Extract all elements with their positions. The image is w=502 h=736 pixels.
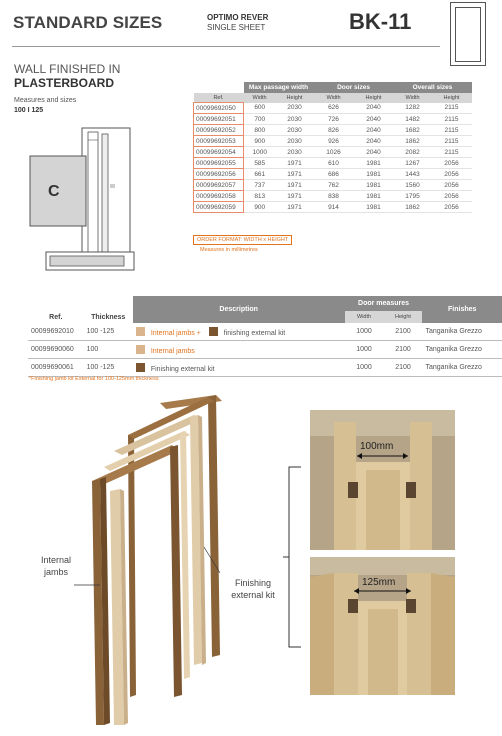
table-row bbox=[194, 114, 472, 125]
product-name: OPTIMO REVER bbox=[207, 13, 269, 22]
row-ref: 00099692054 bbox=[194, 147, 244, 158]
row-value: 900 bbox=[244, 136, 276, 147]
row-ref: 00099690060 bbox=[28, 341, 84, 359]
row-value: 2115 bbox=[432, 125, 472, 136]
row-height: 2100 bbox=[384, 323, 423, 341]
row-value: 1282 bbox=[394, 103, 432, 114]
row-value: 1482 bbox=[394, 114, 432, 125]
wall-heading-line2: PLASTERBOARD bbox=[14, 76, 115, 90]
row-finish: Tanganika Grezzo bbox=[422, 359, 502, 377]
desc-part-a: Internal jambs bbox=[150, 347, 195, 355]
row-description bbox=[133, 341, 345, 359]
header-divider bbox=[12, 46, 440, 47]
row-ref: 00099692051 bbox=[194, 114, 244, 125]
row-value: 2040 bbox=[354, 125, 394, 136]
table-row bbox=[194, 147, 472, 158]
label-line: Internal bbox=[40, 555, 72, 565]
row-ref: 00099692056 bbox=[194, 169, 244, 180]
row-value: 838 bbox=[314, 191, 354, 202]
product-variant: SINGLE SHEET bbox=[207, 23, 266, 32]
row-value: 661 bbox=[244, 169, 276, 180]
row-value: 2030 bbox=[276, 125, 314, 136]
row-value: 1971 bbox=[276, 180, 314, 191]
row-value: 2115 bbox=[432, 147, 472, 158]
row-value: 1026 bbox=[314, 147, 354, 158]
row-value: 2040 bbox=[354, 147, 394, 158]
row-value: 926 bbox=[314, 136, 354, 147]
table-row bbox=[28, 341, 502, 359]
col-height: Height bbox=[276, 93, 314, 103]
desc-part-a: Finishing external kit bbox=[150, 365, 215, 373]
row-value: 686 bbox=[314, 169, 354, 180]
table-row bbox=[194, 125, 472, 136]
row-value: 1981 bbox=[354, 191, 394, 202]
dark-wood-swatch bbox=[209, 327, 218, 336]
row-value: 1862 bbox=[394, 202, 432, 213]
row-value: 813 bbox=[244, 191, 276, 202]
row-ref: 00099692059 bbox=[194, 202, 244, 213]
row-value: 2056 bbox=[432, 169, 472, 180]
order-format-note: ORDER FORMAT: WIDTH x HEIGHT bbox=[193, 235, 292, 245]
page-title: STANDARD SIZES bbox=[13, 13, 163, 32]
table-row bbox=[28, 359, 502, 377]
row-value: 1795 bbox=[394, 191, 432, 202]
row-ref: 00099692052 bbox=[194, 125, 244, 136]
light-wood-swatch bbox=[136, 327, 145, 336]
row-ref: 00099692010 bbox=[28, 323, 84, 341]
table-row bbox=[194, 169, 472, 180]
row-height: 2100 bbox=[384, 359, 423, 377]
row-ref: 00099692053 bbox=[194, 136, 244, 147]
col-thickness: Thickness bbox=[91, 313, 126, 321]
row-value: 737 bbox=[244, 180, 276, 191]
row-thickness: 100 -125 bbox=[84, 359, 133, 377]
dimension-100mm: 100mm bbox=[360, 441, 394, 452]
col-door-measures: Door measures bbox=[345, 296, 423, 311]
row-value: 2030 bbox=[276, 136, 314, 147]
row-value: 2115 bbox=[432, 136, 472, 147]
table-row bbox=[194, 136, 472, 147]
row-width: 1000 bbox=[345, 323, 384, 341]
row-value: 2056 bbox=[432, 158, 472, 169]
row-value: 2082 bbox=[394, 147, 432, 158]
row-value: 2056 bbox=[432, 202, 472, 213]
row-value: 800 bbox=[244, 125, 276, 136]
dark-wood-swatch bbox=[136, 363, 145, 372]
dimension-125mm: 125mm bbox=[362, 577, 396, 588]
row-value: 2040 bbox=[354, 136, 394, 147]
sizes-table bbox=[193, 82, 472, 213]
row-value: 1981 bbox=[354, 158, 394, 169]
row-value: 2056 bbox=[432, 191, 472, 202]
col-ref: Ref. bbox=[194, 93, 244, 103]
row-value: 1971 bbox=[276, 191, 314, 202]
product-code: BK-11 bbox=[349, 9, 412, 34]
row-value: 762 bbox=[314, 180, 354, 191]
table-row bbox=[194, 158, 472, 169]
desc-part-a: Internal jambs + bbox=[150, 329, 201, 337]
row-value: 1862 bbox=[394, 136, 432, 147]
row-value: 600 bbox=[244, 103, 276, 114]
row-value: 1981 bbox=[354, 169, 394, 180]
row-value: 2115 bbox=[432, 103, 472, 114]
row-description bbox=[133, 323, 345, 341]
label-line: Finishing bbox=[234, 578, 272, 588]
row-value: 2056 bbox=[432, 180, 472, 191]
row-thickness: 100 bbox=[84, 341, 133, 359]
row-thickness: 100 -125 bbox=[84, 323, 133, 341]
jamb-photo-125mm bbox=[310, 557, 455, 695]
col-finishes: Finishes bbox=[422, 296, 502, 323]
group-door-sizes: Door sizes bbox=[314, 82, 394, 93]
row-finish: Tanganika Grezzo bbox=[422, 323, 502, 341]
group-max-passage: Max passage width bbox=[244, 82, 314, 93]
row-width: 1000 bbox=[345, 359, 384, 377]
finishes-table bbox=[28, 296, 502, 377]
col-width: Width bbox=[345, 311, 384, 323]
row-value: 914 bbox=[314, 202, 354, 213]
col-ref: Ref. bbox=[49, 313, 63, 321]
door-inner-outline bbox=[455, 7, 481, 62]
group-bracket bbox=[283, 466, 303, 648]
row-value: 1971 bbox=[276, 158, 314, 169]
row-finish: Tanganika Grezzo bbox=[422, 341, 502, 359]
measures-value: 100 I 125 bbox=[14, 107, 44, 114]
wall-heading-line1: WALL FINISHED IN bbox=[14, 62, 121, 76]
row-value: 1971 bbox=[276, 202, 314, 213]
row-ref: 00099690061 bbox=[28, 359, 84, 377]
desc-part-b: finishing external kit bbox=[223, 329, 286, 337]
label-line: jambs bbox=[43, 567, 68, 577]
table-row bbox=[194, 202, 472, 213]
row-value: 1267 bbox=[394, 158, 432, 169]
col-width: Width bbox=[394, 93, 432, 103]
row-value: 2040 bbox=[354, 114, 394, 125]
row-ref: 00099692050 bbox=[194, 103, 244, 114]
row-value: 2030 bbox=[276, 147, 314, 158]
row-value: 2115 bbox=[432, 114, 472, 125]
row-value: 2030 bbox=[276, 103, 314, 114]
row-value: 1682 bbox=[394, 125, 432, 136]
table-row bbox=[28, 323, 502, 341]
col-description: Description bbox=[133, 296, 345, 323]
row-ref: 00099692057 bbox=[194, 180, 244, 191]
internal-jambs-label bbox=[26, 554, 86, 578]
col-height: Height bbox=[432, 93, 472, 103]
measures-unit-note: Measures in millimetres bbox=[200, 247, 258, 253]
row-description bbox=[133, 359, 345, 377]
row-value: 2030 bbox=[276, 114, 314, 125]
door-section-drawing bbox=[18, 120, 138, 280]
row-value: 1443 bbox=[394, 169, 432, 180]
row-value: 1981 bbox=[354, 180, 394, 191]
light-wood-swatch bbox=[136, 345, 145, 354]
row-width: 1000 bbox=[345, 341, 384, 359]
row-value: 626 bbox=[314, 103, 354, 114]
label-line: external kit bbox=[231, 590, 275, 600]
row-value: 726 bbox=[314, 114, 354, 125]
row-value: 1560 bbox=[394, 180, 432, 191]
jamb-photo-100mm bbox=[310, 410, 455, 550]
col-height: Height bbox=[354, 93, 394, 103]
row-value: 900 bbox=[244, 202, 276, 213]
col-width: Width bbox=[244, 93, 276, 103]
measures-label: Measures and sizes bbox=[14, 97, 77, 104]
table-row bbox=[194, 103, 472, 114]
col-height: Height bbox=[384, 311, 423, 323]
table-row bbox=[194, 191, 472, 202]
row-value: 2040 bbox=[354, 103, 394, 114]
col-width: Width bbox=[314, 93, 354, 103]
row-value: 610 bbox=[314, 158, 354, 169]
finishing-kit-label bbox=[218, 577, 288, 601]
row-ref: 00099692058 bbox=[194, 191, 244, 202]
row-value: 1971 bbox=[276, 169, 314, 180]
row-value: 585 bbox=[244, 158, 276, 169]
row-value: 826 bbox=[314, 125, 354, 136]
drawing-letter: C bbox=[48, 183, 60, 200]
group-overall-sizes: Overall sizes bbox=[394, 82, 472, 93]
row-value: 1000 bbox=[244, 147, 276, 158]
row-height: 2100 bbox=[384, 341, 423, 359]
table-row bbox=[194, 180, 472, 191]
row-ref: 00099692055 bbox=[194, 158, 244, 169]
finishing-footnote: *Finishing jamb kit External for 100-125mm thickness bbox=[29, 376, 159, 382]
row-value: 700 bbox=[244, 114, 276, 125]
row-value: 1981 bbox=[354, 202, 394, 213]
